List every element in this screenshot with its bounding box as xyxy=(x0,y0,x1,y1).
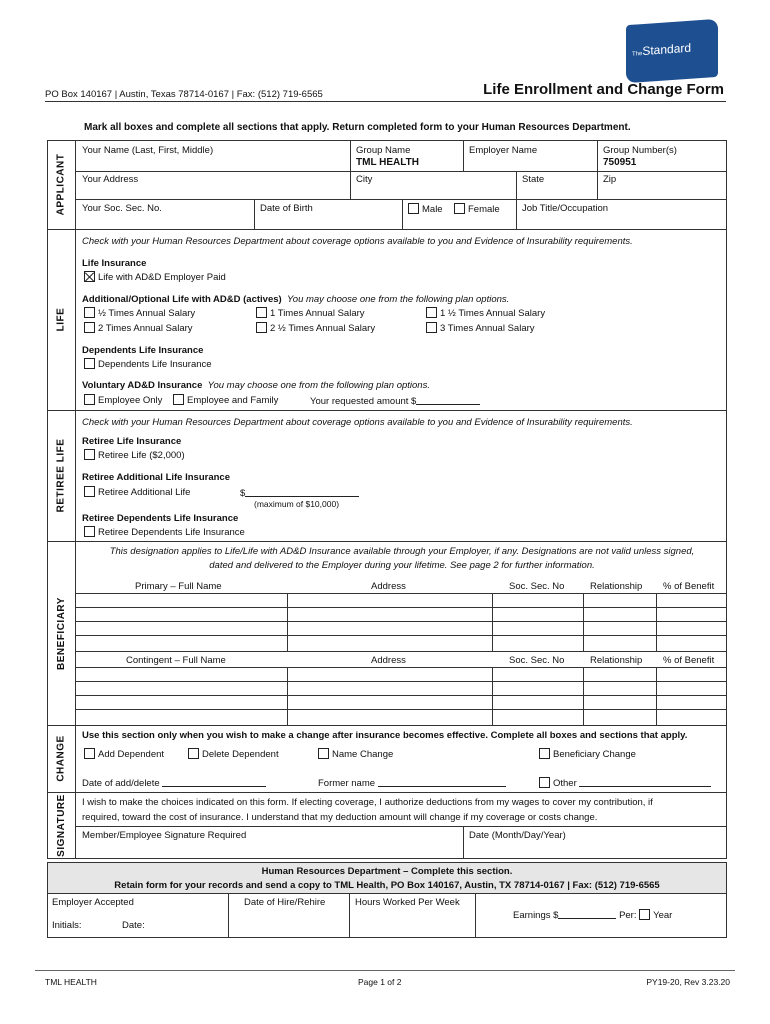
add-dep-label: Add Dependent xyxy=(98,749,165,760)
female-checkbox[interactable] xyxy=(454,203,465,214)
opt2-checkbox[interactable] xyxy=(256,307,267,318)
section-change: CHANGE xyxy=(55,735,67,782)
life-note: Check with your Human Resources Department about coverage options available to you and Evidence of Insurability requirements. xyxy=(82,236,633,247)
dep-life-option: Dependents Life Insurance xyxy=(98,359,212,370)
earnings-field[interactable] xyxy=(558,908,616,919)
logo-prefix: The xyxy=(632,51,643,58)
hr-retain: Retain form for your records and send a copy to TML Health, PO Box 140167, Austin, TX 78714-0167 | Fax: (512) 719-6565 xyxy=(114,880,660,891)
opt2-label: 1 Times Annual Salary xyxy=(270,308,365,319)
other-field[interactable] xyxy=(579,776,711,787)
vol-title: Voluntary AD&D Insurance xyxy=(82,380,203,391)
section-life: LIFE xyxy=(55,307,67,332)
section-beneficiary: BENEFICIARY xyxy=(55,596,67,670)
primary-ssn-header: Soc. Sec. No xyxy=(509,581,565,592)
opt3-label: 1 ½ Times Annual Salary xyxy=(440,308,546,319)
employer-accepted-label: Employer Accepted xyxy=(52,897,134,908)
year-label: Year xyxy=(653,910,673,921)
zip-label: Zip xyxy=(603,174,617,185)
retiree-life-checkbox[interactable] xyxy=(84,449,95,460)
opt6-label: 3 Times Annual Salary xyxy=(440,323,535,334)
retiree-dollar: $ xyxy=(240,488,246,499)
contingent-ssn-header: Soc. Sec. No xyxy=(509,655,565,666)
retiree-dep-title: Retiree Dependents Life Insurance xyxy=(82,513,239,524)
address-label: Your Address xyxy=(82,174,139,185)
retiree-amount-field[interactable] xyxy=(245,486,359,497)
other-label: Other xyxy=(553,778,577,789)
retiree-max-note: (maximum of $10,000) xyxy=(254,499,340,509)
sig-date-label: Date (Month/Day/Year) xyxy=(469,830,566,841)
opt5-checkbox[interactable] xyxy=(256,322,267,333)
primary-pct-header: % of Benefit xyxy=(663,581,715,592)
earnings-label: Earnings $ xyxy=(513,910,559,921)
change-note: Use this section only when you wish to make a change after insurance becomes effective. Complete all boxes and sections that apply. xyxy=(82,730,688,741)
sig-text-1: I wish to make the choices indicated on this form. If electing coverage, I authorize deductions from my wages to cover my contribution, if xyxy=(82,797,653,808)
footer-rev: PY19-20, Rev 3.23.20 xyxy=(646,977,730,987)
beneficiary-note-1: This designation applies to Life/Life with AD&D Insurance available through your Employer, if any. Designations are not valid unless signed, xyxy=(109,546,695,557)
year-checkbox[interactable] xyxy=(639,909,650,920)
retiree-life-title: Retiree Life Insurance xyxy=(82,436,182,447)
opt6-checkbox[interactable] xyxy=(426,322,437,333)
signature-field[interactable] xyxy=(76,842,462,858)
logo-text: Standard xyxy=(642,40,692,59)
group-number-value[interactable]: 750951 xyxy=(603,157,637,168)
male-label: Male xyxy=(422,204,443,215)
female-label: Female xyxy=(468,204,500,215)
signature-label: Member/Employee Signature Required xyxy=(82,830,247,841)
retiree-dep-checkbox[interactable] xyxy=(84,526,95,537)
del-dep-checkbox[interactable] xyxy=(188,748,199,759)
city-label: City xyxy=(356,174,373,185)
contingent-header: Contingent – Full Name xyxy=(126,655,226,666)
vol-family-checkbox[interactable] xyxy=(173,394,184,405)
male-checkbox[interactable] xyxy=(408,203,419,214)
life-add-option: Life with AD&D Employer Paid xyxy=(98,272,226,283)
name-change-checkbox[interactable] xyxy=(318,748,329,759)
primary-address-header: Address xyxy=(371,581,406,592)
former-name-label: Former name xyxy=(318,778,376,789)
primary-header: Primary – Full Name xyxy=(135,581,222,592)
dep-life-checkbox[interactable] xyxy=(84,358,95,369)
opt1-label: ½ Times Annual Salary xyxy=(98,308,196,319)
ben-change-label: Beneficiary Change xyxy=(553,749,636,760)
opt1-checkbox[interactable] xyxy=(84,307,95,318)
life-add-checkbox[interactable] xyxy=(84,271,95,282)
group-name-value[interactable]: TML HEALTH xyxy=(356,157,419,168)
retiree-life-option: Retiree Life ($2,000) xyxy=(98,450,185,461)
opt4-label: 2 Times Annual Salary xyxy=(98,323,193,334)
retiree-add-option: Retiree Additional Life xyxy=(98,487,191,498)
ben-change-checkbox[interactable] xyxy=(539,748,550,759)
footer-left: TML HEALTH xyxy=(45,977,97,987)
dob-label: Date of Birth xyxy=(260,203,313,214)
primary-relationship-header: Relationship xyxy=(590,581,643,592)
add-date-field[interactable] xyxy=(162,776,266,787)
form-title: Life Enrollment and Change Form xyxy=(483,81,724,98)
opt3-checkbox[interactable] xyxy=(426,307,437,318)
add-date-label: Date of add/delete xyxy=(82,778,160,789)
name-label: Your Name (Last, First, Middle) xyxy=(82,145,214,156)
life-title: Life Insurance xyxy=(82,258,147,269)
per-label: Per: xyxy=(619,910,637,921)
employer-name-label: Employer Name xyxy=(469,145,538,156)
section-applicant: APPLICANT xyxy=(55,153,67,216)
state-label: State xyxy=(522,174,545,185)
contingent-address-header: Address xyxy=(371,655,406,666)
dep-life-title: Dependents Life Insurance xyxy=(82,345,204,356)
vol-note: You may choose one from the following plan options. xyxy=(207,380,430,391)
ssn-label: Your Soc. Sec. No. xyxy=(82,203,162,214)
beneficiary-note-2: dated and delivered to the Employer during your lifetime. See page 2 for further information. xyxy=(209,560,595,571)
retiree-note: Check with your Human Resources Department about coverage options available to you and Evidence of Insurability requirements. xyxy=(82,417,633,428)
hire-date-label: Date of Hire/Rehire xyxy=(244,897,326,908)
job-label: Job Title/Occupation xyxy=(522,203,609,214)
add-life-note: You may choose one from the following plan options. xyxy=(286,294,510,305)
section-retiree: RETIREE LIFE xyxy=(55,438,67,513)
add-life-title: Additional/Optional Life with AD&D (actives) xyxy=(82,294,282,305)
contingent-relationship-header: Relationship xyxy=(590,655,643,666)
retiree-add-checkbox[interactable] xyxy=(84,486,95,497)
retiree-add-title: Retiree Additional Life Insurance xyxy=(82,472,230,483)
vol-employee-label: Employee Only xyxy=(98,395,163,406)
initials-label: Initials: xyxy=(52,920,82,931)
vol-amount-label: Your requested amount $ xyxy=(310,396,417,407)
instructions: Mark all boxes and complete all sections that apply. Return completed form to your Human Resources Department. xyxy=(84,122,631,133)
sig-text-2: required, toward the cost of insurance. I understand that my deduction amount will change if my coverage or costs change. xyxy=(82,812,598,823)
opt4-checkbox[interactable] xyxy=(84,322,95,333)
add-dep-checkbox[interactable] xyxy=(84,748,95,759)
former-name-field[interactable] xyxy=(378,776,506,787)
standard-logo xyxy=(626,19,718,83)
header-address: PO Box 140167 | Austin, Texas 78714-0167 | Fax: (512) 719-6565 xyxy=(45,89,323,100)
contingent-pct-header: % of Benefit xyxy=(663,655,715,666)
vol-family-label: Employee and Family xyxy=(187,395,279,406)
vol-amount-field[interactable] xyxy=(416,394,480,405)
opt5-label: 2 ½ Times Annual Salary xyxy=(270,323,376,334)
other-checkbox[interactable] xyxy=(539,777,550,788)
group-number-label: Group Number(s) xyxy=(603,145,677,156)
retiree-dep-option: Retiree Dependents Life Insurance xyxy=(98,527,245,538)
hours-label: Hours Worked Per Week xyxy=(355,897,460,908)
hr-date-label: Date: xyxy=(122,920,145,931)
group-name-label: Group Name xyxy=(356,145,411,156)
name-change-label: Name Change xyxy=(332,749,394,760)
hr-title: Human Resources Department – Complete this section. xyxy=(261,866,513,877)
footer-page: Page 1 of 2 xyxy=(358,977,402,987)
section-signature: SIGNATURE xyxy=(55,794,67,857)
del-dep-label: Delete Dependent xyxy=(202,749,279,760)
vol-employee-checkbox[interactable] xyxy=(84,394,95,405)
